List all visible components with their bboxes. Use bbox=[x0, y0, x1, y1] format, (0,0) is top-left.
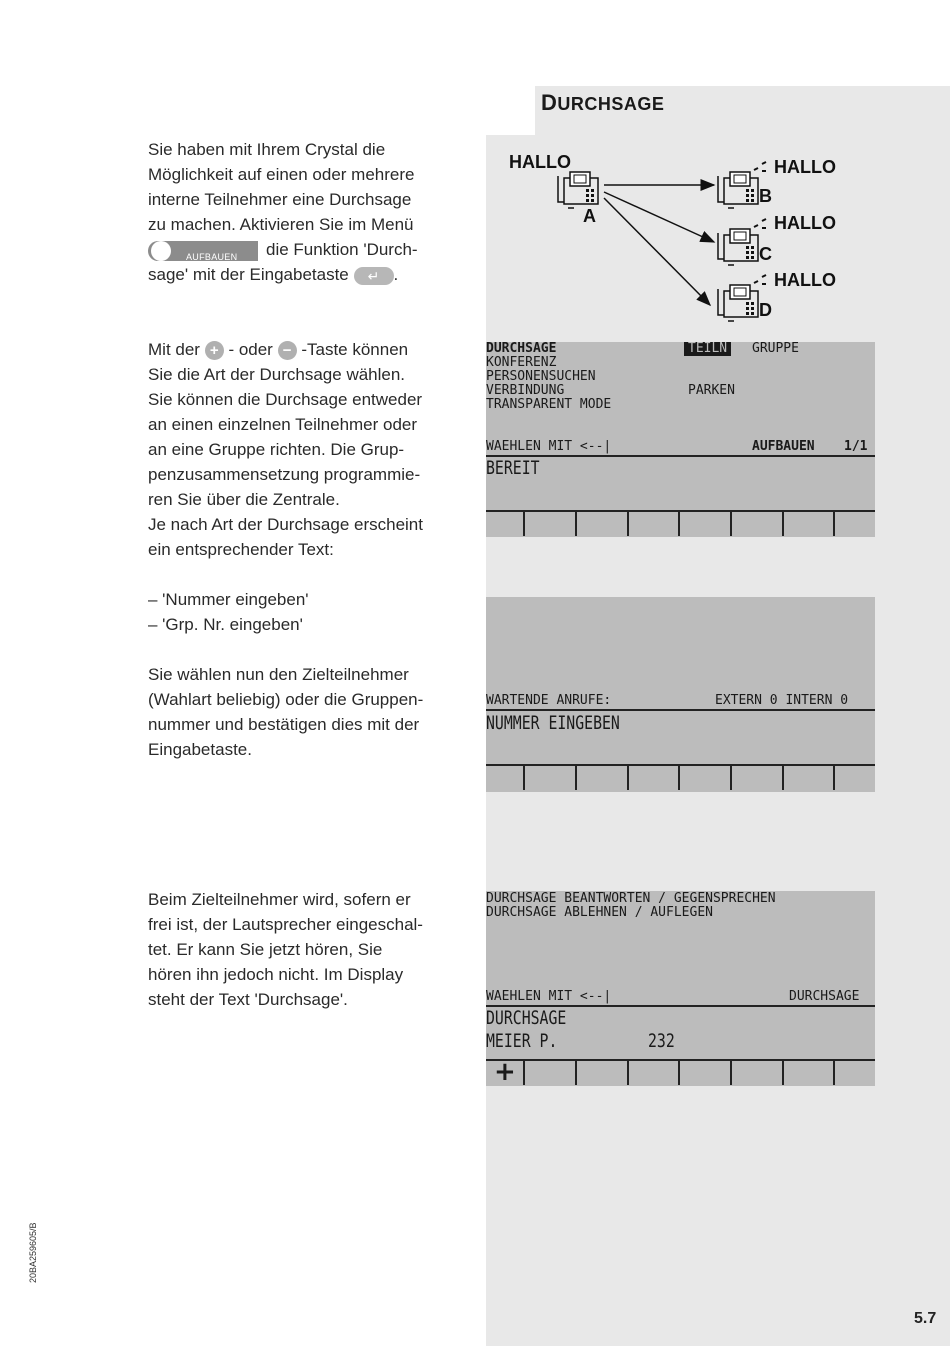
phone-c-icon bbox=[718, 229, 758, 265]
menu-item-durchsage[interactable]: DURCHSAGE bbox=[486, 341, 557, 356]
status-left: WARTENDE ANRUFE: bbox=[486, 693, 612, 708]
status-right: EXTERN 0 INTERN 0 bbox=[715, 693, 849, 708]
target-c-hallo: HALLO bbox=[774, 213, 836, 233]
menu-softkey-aufbauen: AUFBAUEN bbox=[148, 241, 258, 261]
display-menu bbox=[486, 342, 875, 537]
document-code: 20BA259605/B bbox=[28, 1222, 38, 1283]
display-nummer-eingeben bbox=[486, 597, 875, 792]
page-number: 5.7 bbox=[914, 1310, 937, 1327]
display-main-text: NUMMER EINGEBEN bbox=[486, 712, 620, 734]
caller-number: 232 bbox=[648, 1030, 675, 1052]
minus-key-icon: − bbox=[278, 341, 297, 360]
phone-c-label: C bbox=[759, 244, 772, 264]
caller-name: MEIER P. bbox=[486, 1030, 558, 1052]
caller-hallo-label: HALLO bbox=[509, 152, 571, 172]
phone-b-label: B bbox=[759, 186, 772, 206]
target-d-hallo: HALLO bbox=[774, 270, 836, 290]
phone-b-icon bbox=[718, 172, 758, 208]
menu-item-personensuchen[interactable]: PERSONENSUCHEN bbox=[486, 369, 596, 384]
status-aufbauen: AUFBAUEN bbox=[752, 439, 815, 454]
display-durchsage bbox=[486, 891, 875, 1086]
option-beantworten[interactable]: DURCHSAGE BEANTWORTEN / GEGENSPRECHEN bbox=[486, 891, 776, 906]
softkey-row[interactable] bbox=[486, 1057, 875, 1087]
menu-item-konferenz[interactable]: KONFERENZ bbox=[486, 355, 557, 370]
intro-paragraph: Sie haben mit Ihrem Crystal die Möglichkeit auf einen oder mehrere interne Teilnehmer eine Durchsage zu machen. Aktivieren Sie im Menü AUFBAUEN die Funktion 'Durch- sage' mit der Eingabetaste ↵ . bbox=[148, 140, 418, 284]
status-right: DURCHSAGE bbox=[789, 989, 860, 1004]
softkey-row[interactable] bbox=[486, 512, 875, 536]
option-ablehnen[interactable]: DURCHSAGE ABLEHNEN / AUFLEGEN bbox=[486, 905, 713, 920]
target-paragraph: Beim Zielteilnehmer wird, sofern er frei ist, der Lautsprecher eingeschal- tet. Er kann Sie jetzt hören, Sie hören ihn jedoch nicht. Im Display steht der Text 'Durchsage'. bbox=[148, 890, 423, 1009]
list-item: – 'Grp. Nr. eingeben' bbox=[148, 615, 303, 634]
status-left: WAEHLEN MIT <--| bbox=[486, 989, 612, 1004]
phone-a-icon bbox=[558, 172, 598, 208]
phone-d-label: D bbox=[759, 300, 772, 320]
phone-d-icon bbox=[718, 285, 758, 321]
select-paragraph: Sie wählen nun den Zielteilnehmer (Wahlart beliebig) oder die Gruppen- nummer und bestätigen dies mit der Eingabetaste. bbox=[148, 665, 424, 759]
plus-softkey-icon[interactable]: + bbox=[494, 1057, 516, 1087]
option-parken[interactable]: PARKEN bbox=[688, 383, 735, 398]
type-paragraph: Mit der + - oder − -Taste können Sie die Art der Durchsage wählen. Sie können die Durchsage entweder an einen einzelnen Teilnehmer oder an eine Gruppe richten. Die Grup- penzusammensetzung programmie- ren Sie über die Zentrale. Je nach Art der Durchsage erscheint ein entsprechender Text: bbox=[148, 340, 423, 559]
option-gruppe[interactable]: GRUPPE bbox=[752, 341, 799, 356]
option-list bbox=[148, 587, 458, 637]
page-title: DURCHSAGE bbox=[541, 90, 665, 115]
target-b-hallo: HALLO bbox=[774, 157, 836, 177]
menu-item-verbindung[interactable]: VERBINDUNG bbox=[486, 383, 565, 398]
plus-key-icon: + bbox=[205, 341, 224, 360]
status-left: WAEHLEN MIT <--| bbox=[486, 439, 612, 454]
status-page: 1/1 bbox=[844, 439, 868, 454]
phone-a-label: A bbox=[583, 206, 596, 226]
softkey-row[interactable] bbox=[486, 766, 875, 790]
option-teiln-selected[interactable]: TEILN bbox=[684, 342, 731, 356]
display-main-text: DURCHSAGE bbox=[486, 1007, 567, 1029]
menu-item-transparent-mode[interactable]: TRANSPARENT MODE bbox=[486, 397, 612, 412]
list-item: – 'Nummer eingeben' bbox=[148, 590, 309, 609]
enter-key-icon: ↵ bbox=[354, 267, 394, 285]
display-main-text: BEREIT bbox=[486, 457, 540, 479]
